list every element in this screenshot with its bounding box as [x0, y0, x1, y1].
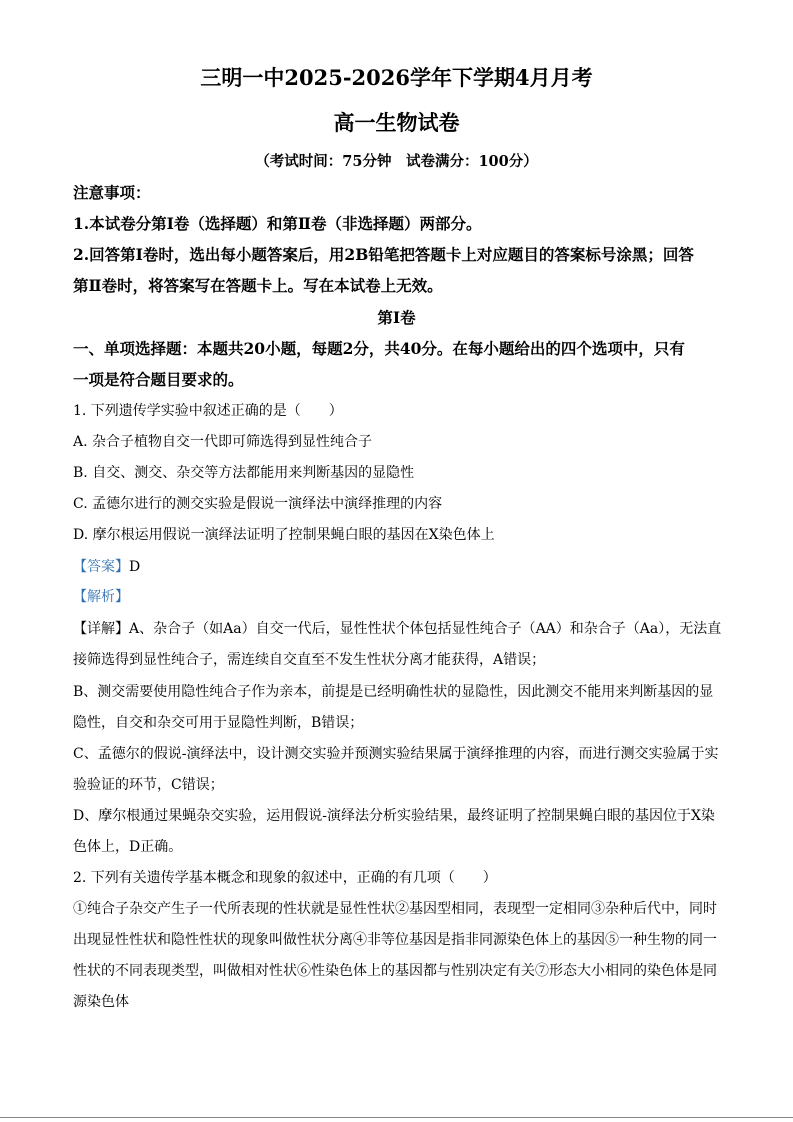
notice-item-1: 1.本试卷分第Ⅰ卷（选择题）和第Ⅱ卷（非选择题）两部分。	[73, 214, 482, 233]
q1-detail-line-8: 色体上，D正确。	[73, 839, 183, 855]
page-bottom-divider	[0, 1117, 793, 1118]
q2-line-4: 源染色体	[73, 994, 129, 1010]
exam-title: 三明一中2025-2026学年下学期4月月考	[200, 65, 593, 90]
q2-line-3: 性状的不同表现类型，叫做相对性状⑥性染色体上的基因都与性别决定有关⑦形态大小相同的染色体是同	[73, 963, 717, 979]
detail-tag: 【详解】	[73, 621, 129, 637]
exam-time-info: （考试时间：75分钟 试卷满分：100分）	[255, 153, 538, 170]
q1-detail-line-2: 接筛选得到显性纯合子，需连续自交直至不发生性状分离才能获得，A错误；	[73, 652, 546, 668]
answer-value: D	[129, 559, 141, 575]
q1-option-d: D. 摩尔根运用假说一演绎法证明了控制果蝇白眼的基因在X染色体上	[73, 527, 495, 543]
notice-item-2-line-2: 第Ⅱ卷时，将答案写在答题卡上。写在本试卷上无效。	[73, 276, 443, 295]
q2-stem: 2. 下列有关遗传学基本概念和现象的叙述中，正确的有几项（ ）	[73, 870, 497, 886]
q1-option-c: C. 孟德尔进行的测交实验是假说一演绎法中演绎推理的内容	[73, 496, 443, 512]
q1-option-a: A. 杂合子植物自交一代即可筛选得到显性纯合子	[73, 434, 373, 450]
q1-detail-line-7: D、摩尔根通过果蝇杂交实验，运用假说-演绎法分析实验结果，最终证明了控制果蝇白眼的基因位于X染	[73, 808, 715, 824]
section-heading-line-2: 一项是符合题目要求的。	[73, 370, 244, 389]
q1-detail-line-6: 验验证的环节，C错误；	[73, 777, 224, 793]
q1-option-b: B. 自交、测交、杂交等方法都能用来判断基因的显隐性	[73, 465, 415, 481]
answer-tag: 【答案】	[73, 559, 129, 575]
volume-title: 第Ⅰ卷	[377, 308, 416, 327]
notice-item-2-line-1: 2.回答第Ⅰ卷时，选出每小题答案后，用2B铅笔把答题卡上对应题目的答案标号涂黑；回答	[73, 245, 694, 264]
q1-detail-line-3: B、测交需要使用隐性纯合子作为亲本，前提是已经明确性状的显隐性，因此测交不能用来判断基因的显	[73, 684, 714, 700]
exam-subtitle: 高一生物试卷	[333, 110, 460, 135]
q1-detail-line-5: C、孟德尔的假说-演绎法中，设计测交实验并预测实验结果属于演绎推理的内容，而进行测交实验属于实	[73, 746, 719, 762]
q1-analysis-tag: 【解析】	[73, 589, 129, 605]
section-heading-line-1: 一、单项选择题：本题共20小题，每题2分，共40分。在每小题给出的四个选项中，只有	[73, 339, 685, 358]
notice-heading: 注意事项：	[73, 183, 151, 202]
q1-answer	[73, 556, 140, 576]
q2-line-1: ①纯合子杂交产生子一代所表现的性状就是显性性状②基因型相同，表现型一定相同③杂种后代中，同时	[73, 901, 717, 917]
q1-detail-line-4: 隐性，自交和杂交可用于显隐性判断，B错误；	[73, 715, 364, 731]
q1-detail-line-1	[73, 618, 721, 638]
q1-stem: 1. 下列遗传学实验中叙述正确的是（ ）	[73, 403, 343, 419]
q2-line-2: 出现显性性状和隐性性状的现象叫做性状分离④非等位基因是指非同源染色体上的基因⑤一种生物的同一	[73, 932, 717, 948]
detail-text: A、杂合子（如Aa）自交一代后，显性性状个体包括显性纯合子（AA）和杂合子（Aa），无法直	[129, 621, 722, 637]
